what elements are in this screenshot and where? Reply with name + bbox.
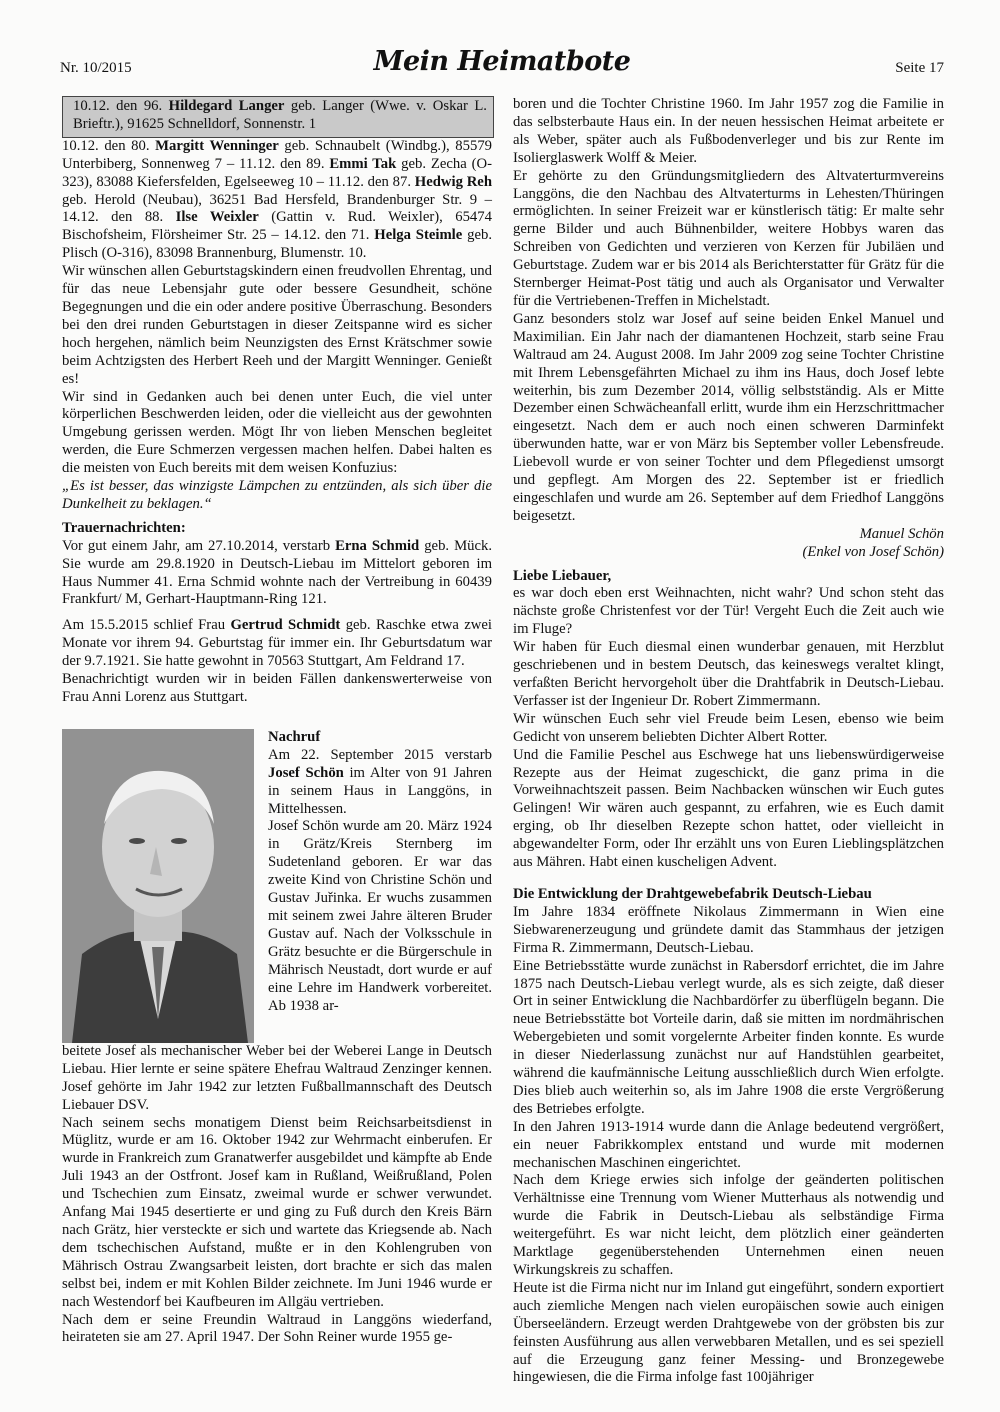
article-paragraph: Heute ist die Firma nicht nur im Inland gut eingeführt, sondern exportiert auch ziemliche Mengen nach vielen europäischen sowie auch einigen Überseeländern. Erzeugt werden Drahtgewebe von der gröbsten bis zur feinsten Ausführung aus allen verwebbaren Metallen, und es sei speziell auf die Erzeugung ganz feiner Messing- und Bronzegewebe hingewiesen, die die Firma infolge fast 100jähriger [513, 1279, 944, 1386]
signature-name: Manuel Schön [859, 525, 944, 542]
right-column [513, 96, 944, 1387]
obituary-paragraph: Ganz besonders stolz war Josef auf seine beiden Enkel Manuel und Maximilian. Ein Jahr nach der diamantenen Hochzeit, starb seine Frau Waltraud am 24. August 2008. Im Jahr 2009 zog seine Tochter Christine mit Ihrem Lebensgefährten Michael zu ihm ins Haus, doch Josef lebte weiterhin, bis zum Dezember 2014, völlig selbstständig. Als er Mitte Dezember einen Schwächeanfall erlitt, wurde ihm ein Herzschrittmacher eingesetzt. Nach dem er auch noch einen schweren Darminfekt überwunden hatte, war er von März bis September voller Lebensfreude. Liebevoll wurde er von seiner Tochter und dem Pflegedienst umsorgt und gepflegt. Am Morgen des 22. September ist er friedlich eingeschlafen und wurde am 26. September auf dem Friedhof Langgöns beigesetzt. [513, 310, 944, 524]
obituary-paragraph: Josef Schön wurde am 20. März 1924 in Grätz/Kreis Sternberg im Sudetenland geboren. Er war das zweite Kind von Christine Schön und Gustav Juřinka. Er wuchs zusammen mit seinem zwei Jahre älteren Bruder Gustav auf. Nach der Volksschule in Grätz besuchte er die Bürgerschule in Mährisch Neustadt, dort wurde er auf eine Lehre im Handwerk vorbereitet. Ab 1938 ar- [268, 818, 492, 1014]
obituary-lead: Am 22. September 2015 verstarb Josef Schön im Alter von 91 Jahren in seinem Haus in Langgöns, in Mittelhessen. [268, 746, 492, 817]
birthday-name: Emmi Tak [329, 155, 397, 172]
greeting-paragraph: es war doch eben erst Weihnachten, nicht wahr? Und schon steht das nächste große Christenfest vor der Tür! Vergeht Euch die Zeit auch wie im Fluge? [513, 585, 944, 638]
birthday-name: Margitt Wenninger [155, 137, 279, 154]
masthead-logo: Mein Heimatbote [373, 46, 631, 77]
issue-number: Nr. 10/2015 [60, 60, 132, 76]
article-paragraph: In den Jahren 1913-1914 wurde dann die Anlage bedeutend vergrößert, ein neuer Fabrikkomplex entstand und wurde mit modernen mechanischen Maschinen eingerichtet. [513, 1118, 944, 1171]
deceased-name: Erna Schmid [335, 537, 420, 554]
article-paragraph: Nach dem Kriege erwies sich infolge der geänderten politischen Verhältnisse eine Trennung vom Wiener Mutterhaus als notwendig und wurde die Fabrik in Deutsch-Liebau als selbständige Firma weitergeführt. Es war nicht leicht, dem plötzlich einer geänderten Marktlage gegenüberstehenden Unternehmen einen neuen Wirkungskreis zu schaffen. [513, 1172, 944, 1278]
birthday-name: Ilse Weixler [175, 209, 259, 226]
obituary-paragraph: Er gehörte zu den Gründungsmitgliedern des Altvaterturmvereins Langgöns, die den Nachbau des Altvaterturms in Lehesten/Thüringen ermöglichten. In seiner Freizeit war er künstlerisch tätig: Er malte sehr gerne Bilder und auch Bühnenbilder, weitere Hobbys waren das Schreiben von Gedichten und verzieren von Kerzen für Jubiläen und Geburtstage. Zudem war er bis 2014 als Berichterstatter für Grätz für die Sternberger Heimat-Post tätig und auch als Organisator und Verwalter für die Vertriebenen-Treffen in Michelstadt. [513, 167, 944, 309]
page-number: Seite 17 [895, 60, 944, 76]
greeting-paragraph: Und die Familie Peschel aus Eschwege hat uns liebenswürdigerweise Rezepte aus der Heimat zugeschickt, die ganz prima in die Vorweihnachtszeit passen. Beim Nachbacken wünschen wir Euch gutes Gelingen! Wir wären auch gespannt, zu erfahren, wie es Euch damit erging, ob Ihr dieselben Rezepte schon hattet, oder vielleicht in abgewandelter Form, oder Ihr erzählt uns von Euren Lieblingsplätzchen aus Mähren. Habt einen kuscheligen Advent. [513, 746, 944, 871]
greeting-heading: Liebe Liebauer, [513, 567, 612, 584]
obituary-intro [268, 729, 492, 1016]
thoughts-paragraph: Wir sind in Gedanken auch bei denen unter Euch, die viel unter körperlichen Beschwerden leiden, oder die vielleicht aus der gewohnten Umgebung gerissen werden. Mögt Ihr von lieben Menschen begleitet werden, die Eure Schmerzen vergessen machen helfen. Dabei halten es die meisten von Euch bereits mit dem weisen Konfuzius: [62, 388, 492, 477]
article-heading: Die Entwicklung der Drahtgewebefabrik Deutsch-Liebau [513, 885, 872, 902]
greeting-paragraph: Wir wünschen Euch sehr viel Freude beim Lesen, ebenso wie beim Gedicht von unserem beliebten Dichter Albert Rotter. [513, 710, 944, 745]
birthday-name: Hedwig Reh [414, 173, 492, 190]
signature-relation: (Enkel von Josef Schön) [802, 543, 944, 560]
birthday-list: 10.12. den 80. Margitt Wenninger geb. Schnaubelt (Windbg.), 85579 Unterbiberg, Sonnenweg 7 – 11.12. den 89. Emmi Tak geb. Zecha (O-323), 83088 Kiefersfelden, Egelseeweg 10 – 11.12. den 87. Hedwig Reh geb. Herold (Neubau), 36251 Bad Hersfeld, Brandenburger Str. 9 – 14.12. den 88. Ilse Weixler (Gattin v. Rud. Weixler), 65474 Bischofsheim, Flörsheimer Str. 25 – 14.12. den 71. Helga Steimle geb. Plisch (O-316), 83098 Brannenburg, Blumenstr. 10. [62, 137, 493, 262]
obituary-paragraph: Nach seinem sechs monatigem Dienst beim Reichsarbeitsdienst in Müglitz, wurde er am 16. Oktober 1942 zur Wehrmacht einberufen. Er wurde in Frankreich zum Granatwerfer ausgebildet und kämpfte ab Ende Juli 1943 an der Ostfront. Josef kam in Rußland, Weißrußland, Polen und Tschechien zum Einsatz, zweimal wurde er schwer verwundet. Anfang Mai 1945 desertierte er und ging zu Fuß durch den Kreis Bärn nach Grätz, hier versteckte er sich und wartete das Kriegsende ab. Nach dem tschechischen Aufstand, mußte er in den Kohlengruben von Mährisch Ostrau Zwangsarbeit leisten, dort brachte er sich das malen selbst bei, indem er mit Kohlen Bilder zeichnete. Im Juni 1946 wurde er nach Westendorf bei Kaufbeuren im Allgäu vertrieben. [62, 1114, 492, 1310]
notification-credit: Benachrichtigt wurden wir in beiden Fällen dankenswerterweise von Frau Anni Lorenz aus Stuttgart. [62, 671, 492, 705]
left-column [62, 96, 492, 1347]
obituary-heading: Nachruf [268, 728, 321, 745]
deceased-name: Josef Schön [268, 764, 344, 781]
obituary-paragraph: Nach dem er seine Freundin Waltraud in Langgöns wiederfand, heirateten sie am 27. April 1947. Der Sohn Reiner wurde 1955 ge- [62, 1311, 492, 1346]
deceased-name: Gertrud Schmidt [230, 617, 341, 634]
birthday-name: Hildegard Langer [168, 98, 285, 114]
article-paragraph: Im Jahre 1834 eröffnete Nikolaus Zimmermann in Wien eine Siebwarenerzeugung und gründete damit das Stammhaus der jetzigen Firma R. Zimmermann, Deutsch-Liebau. [513, 903, 944, 956]
obituary-block [62, 729, 492, 1043]
birthday-name: Helga Steimle [374, 227, 463, 244]
mourning-notice-2: Am 15.5.2015 schlief Frau Gertrud Schmidt geb. Raschke etwa zwei Monate vor ihrem 94. Geburtstag für immer ein. Ihr Geburtsdatum war der 9.7.1921. Sie hatte gewohnt in 70563 Stuttgart, Am Feldrand 17. [62, 617, 492, 670]
portrait-photo [62, 729, 254, 1043]
greeting-paragraph: Wir haben für Euch diesmal einen wunderbar genauen, mit Herzblut geschriebenen und in bestem Deutsch, das keineswegs veraltet klingt, verfaßten Bericht hervorgeholt über die Drahtfabrik in Deutsch-Liebau. Verfasser ist der Ingenieur Dr. Robert Zimmermann. [513, 639, 944, 709]
page-header [60, 46, 944, 86]
mourning-heading: Trauernachrichten: [62, 519, 186, 536]
article-paragraph: Eine Betriebsstätte wurde zunächst in Rabersdorf errichtet, die im Jahre 1875 nach Deutsch-Liebau verlegt wurde, als es sich zeigte, daß dieser Ort in seiner Entwicklung die Nachbardörfer zu überflügeln begann. Die neue Betriebsstätte bot Vorteile darin, daß sie mitten im nordmährischen Webergebieten und somit vorgelernte Arbeiter finden konnte. Es wurde in dieser Niederlassung zunächst nur auf Handstühlen gearbeitet, während die kaufmännische Leitung ausschließlich durch Wien erfolgte. Dies blieb auch weiterhin so, als im Jahre 1908 die erste Vergrößerung des Betriebes erfolgte. [513, 957, 944, 1117]
confucius-quote: „Es ist besser, das winzigste Lämpchen zu entzünden, als sich über die Dunkelheit zu beklagen.“ [62, 478, 492, 512]
mourning-notice-1: Vor gut einem Jahr, am 27.10.2014, verstarb Erna Schmid geb. Mück. Sie wurde am 29.8.1920 in Deutsch-Liebau im Mittelort geboren im Haus Nummer 41. Erna Schmid wohnte nach der Vertreibung in 60439 Frankfurt/ M, Gerhart-Hauptmann-Ring 121. [62, 537, 493, 608]
obituary-paragraph: beitete Josef als mechanischer Weber bei der Weberei Lange in Deutsch Liebau. Hier lernte er seine spätere Ehefrau Waltraud Zenzinger kennen. Josef gehörte im Jahr 1942 zur letzten Fußballmannschaft des Deutsch Liebauer DSV. [62, 1042, 492, 1113]
birthday-wishes: Wir wünschen allen Geburtstagskindern einen freudvollen Ehrentag, und für das neue Lebensjahr gute oder bessere Gesundheit, schöne Begegnungen und die ein oder andere positive Überraschung. Besonders bei den drei runden Geburtstagen in dieser Zeitspanne wird es sicher hoch hergehen, nämlich beim Neunzigsten des Ernst Krätschmer sowie beim Achtzigsten des Herbert Reeh und der Margitt Wenninger. Genießt es! [62, 263, 492, 387]
highlight-birthday-box: 10.12. den 96. Hildegard Langer geb. Langer (Wwe. v. Oskar L. Brieftr.), 91625 Schnelldorf, Sonnenstr. 1 [62, 96, 494, 138]
obituary-paragraph: boren und die Tochter Christine 1960. Im Jahr 1957 zog die Familie in das selbsterbaute Haus ein. In der neuen hessischen Heimat arbeitete er als Weber, später auch als Fußbodenverleger und bis zur Rente im Isolierglaswerk Wolff & Meier. [513, 96, 944, 166]
